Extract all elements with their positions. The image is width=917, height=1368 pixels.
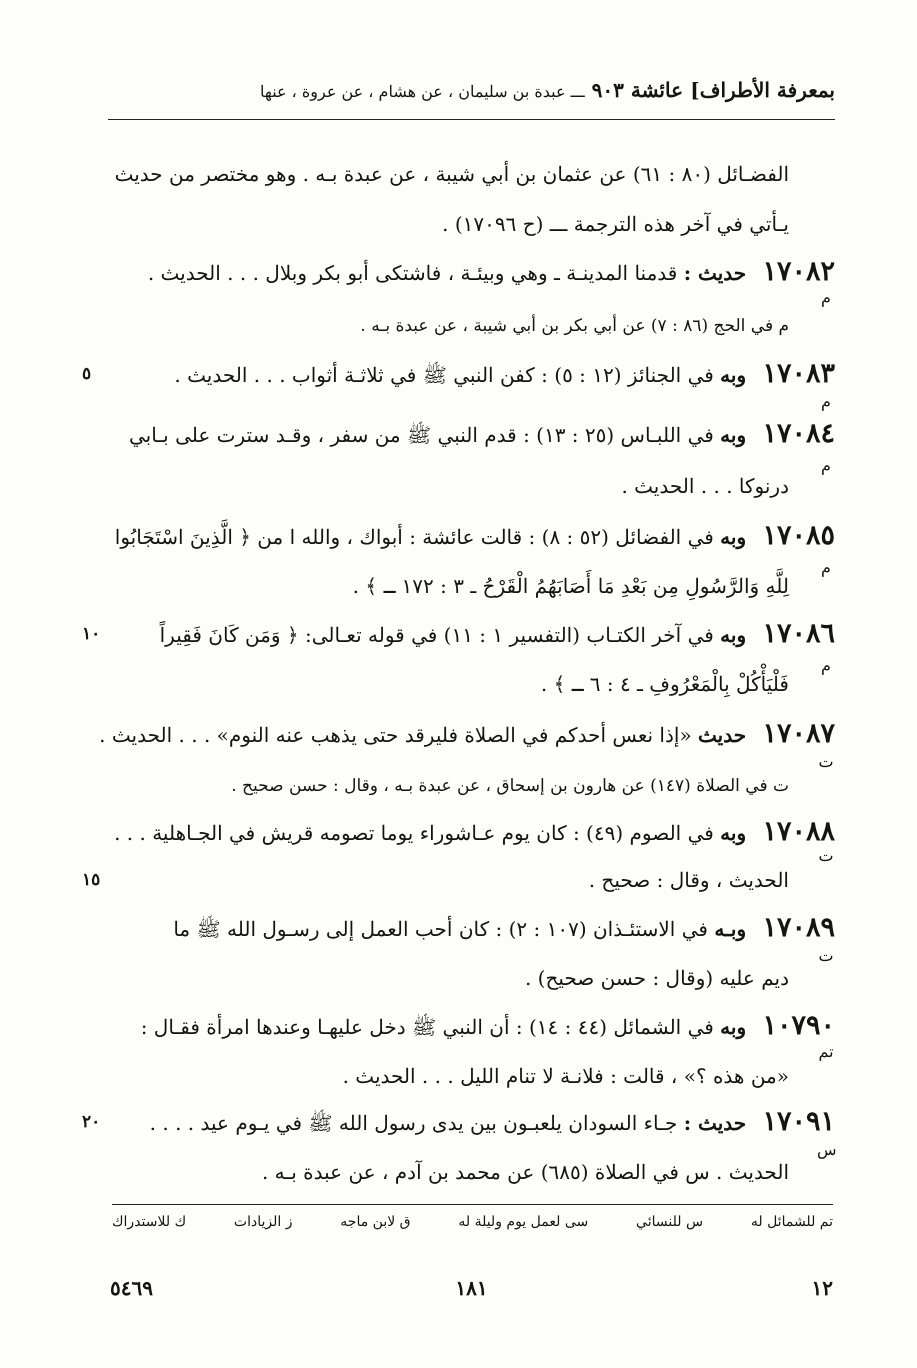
- abbreviation-item: ز الزيادات: [233, 1214, 293, 1230]
- source-text: ت في الصلاة (١٤٧) عن هارون بن إسحاق ، عن عبدة بـه ، وقال : حسن صحيح .: [231, 776, 789, 796]
- entry-keyword: حديث: [698, 723, 747, 747]
- text-line: [108, 866, 789, 896]
- hadith-entry: [108, 1108, 835, 1138]
- text-line: [108, 472, 789, 502]
- hadith-number: ١٠٧٩٠: [762, 1010, 835, 1041]
- line-text: درنوكا . . . الحديث .: [621, 474, 789, 498]
- entry-text: في الاستئـذان (١٠٧ : ٢) : كان أحب العمل إلى رسـول الله ﷺ ما: [173, 917, 708, 941]
- abbreviation-key: [112, 1214, 833, 1240]
- source-text: م في الحج (٨٦ : ٧) عن أبي بكر بن أبي شيبة ، عن عبدة بـه .: [360, 316, 789, 336]
- text-line: [108, 572, 789, 602]
- margin-line-number: ١٠: [82, 624, 101, 644]
- hadith-entry: [108, 420, 835, 450]
- page-footer: [110, 1276, 833, 1306]
- line-text: يـأتي في آخر هذه الترجمة ـــ (ح ١٧٠٩٦) .: [442, 212, 789, 236]
- footnote-rule: [112, 1204, 833, 1205]
- hadith-number: ١٧٠٨٣: [762, 358, 835, 389]
- text-line: [108, 670, 789, 700]
- entry-text: في الشمائل (٤٤ : ١٤) : أن النبي ﷺ دخل عليهـا وعندها امرأة فقـال :: [140, 1015, 714, 1039]
- entry-keyword: وبه: [720, 1015, 747, 1039]
- entry-text: في اللبـاس (٢٥ : ١٣) : قدم النبي ﷺ من سفر ، وقـد سترت على بـابي: [128, 423, 714, 447]
- source-marker: ت: [818, 752, 834, 771]
- text-line: [108, 1158, 789, 1188]
- hadith-entry: [108, 914, 835, 944]
- running-header: [108, 78, 835, 112]
- entry-keyword: وبه: [720, 525, 747, 549]
- hadith-number: ١٧٠٨٦: [762, 618, 835, 649]
- source-line: [108, 310, 789, 340]
- entry-text: قدمنا المدينـة ـ وهي وبيئـة ، فاشتكى أبو بكر وبلال . . . الحديث .: [147, 261, 678, 285]
- hadith-number: ١٧٠٨٢: [762, 256, 835, 287]
- abbreviation-item: تم للشمائل له: [750, 1214, 833, 1230]
- hadith-number: ١٧٠٨٩: [762, 912, 835, 943]
- hadith-entry: [108, 360, 835, 390]
- text-line: [108, 160, 789, 190]
- source-marker: م: [821, 288, 831, 307]
- entry-keyword: حديث :: [683, 1111, 747, 1135]
- hadith-entry: [108, 620, 835, 650]
- entry-text: جـاء السودان يلعبـون بين يدى رسول الله ﷺ في يـوم عيد . . . .: [149, 1111, 678, 1135]
- margin-line-number: ٢٠: [82, 1112, 101, 1132]
- text-line: [108, 210, 789, 240]
- source-marker: ت: [818, 846, 834, 865]
- text-line: [108, 964, 789, 994]
- line-text: فَلْيَأْكُلْ بِالْمَعْرُوفِ ـ ٤ : ٦ ـ ﴾ .: [540, 672, 789, 696]
- line-text: ديم عليه (وقال : حسن صحيح) .: [524, 966, 789, 990]
- source-marker: تم: [818, 1042, 834, 1061]
- source-line: [108, 770, 789, 800]
- header-chain-text: ـــ عبدة بن سليمان ، عن هشام ، عن عروة ، عنها: [259, 82, 585, 101]
- source-marker: س: [817, 1140, 837, 1159]
- header-chain: [108, 78, 835, 102]
- entry-keyword: وبـه: [714, 917, 747, 941]
- header-section-title: بمعرفة الأطراف]: [690, 78, 835, 102]
- entry-text: «إذا نعس أحدكم في الصلاة فليرقد حتى يذهب عنه النوم» . . . الحديث .: [99, 723, 692, 747]
- abbreviation-item: ك للاستدراك: [112, 1214, 187, 1230]
- hadith-entry: [99, 718, 835, 750]
- entry-keyword: وبه: [720, 821, 747, 845]
- text-line: [108, 1062, 789, 1092]
- source-marker: م: [821, 656, 831, 675]
- volume-number: ١٢: [811, 1276, 833, 1300]
- entry-text: في الفضائل (٥٢ : ٨) : قالت عائشة : أبواك ، والله ا من ﴿ الَّذِينَ اسْتَجَابُوا: [114, 525, 714, 549]
- header-narrator-id: عائشة ٩٠٣: [591, 78, 684, 102]
- margin-line-number: ٥: [82, 364, 92, 384]
- hadith-number: ١٧٠٩١: [762, 1106, 835, 1137]
- hadith-number: ١٧٠٨٥: [762, 520, 835, 551]
- source-marker: م: [821, 558, 831, 577]
- line-text: الفضـائل (٨٠ : ٦١) عن عثمان بن أبي شيبة ، عن عبدة بـه . وهو مختصر من حديث: [114, 162, 789, 186]
- line-text: لِلَّهِ وَالرَّسُولِ مِن بَعْدِ مَا أَصَابَهُمُ الْقَرْحُ ـ ٣ : ١٧٢ ـ ﴾ .: [352, 574, 789, 598]
- source-marker: ت: [818, 946, 834, 965]
- entry-keyword: حديث :: [683, 261, 747, 285]
- hadith-number: ١٧٠٨٨: [762, 816, 835, 847]
- hadith-number: ١٧٠٨٤: [762, 418, 835, 449]
- source-marker: م: [821, 392, 831, 411]
- entry-text: في الجنائز (١٢ : ٥) : كفن النبي ﷺ في ثلاثـة أثواب . . . الحديث .: [174, 363, 714, 387]
- margin-line-number: ١٥: [82, 870, 101, 890]
- line-text: «من هذه ؟» ، قالت : فلانـة لا تنام الليل . . . الحديث .: [342, 1064, 789, 1088]
- source-marker: م: [821, 456, 831, 475]
- page-number: ١٨١: [455, 1276, 488, 1300]
- printer-number: ٥٤٦٩: [110, 1276, 153, 1300]
- entry-text: في الصوم (٤٩) : كان يوم عـاشوراء يوما تصومه قريش في الجـاهلية . . .: [114, 821, 714, 845]
- entry-text: في آخر الكتـاب (التفسير ١ : ١١) في قوله تعـالى: ﴿ وَمَن كَانَ فَقِيراً: [159, 623, 714, 647]
- header-rule: [108, 119, 835, 120]
- hadith-entry: [108, 522, 835, 552]
- line-text: الحديث . س في الصلاة (٦٨٥) عن محمد بن آدم ، عن عبدة بـه .: [261, 1160, 789, 1184]
- entry-keyword: وبه: [720, 423, 747, 447]
- entry-keyword: وبه: [720, 363, 747, 387]
- entry-keyword: وبه: [720, 623, 747, 647]
- abbreviation-item: ق لابن ماجه: [340, 1214, 411, 1230]
- abbreviation-item: س للنسائي: [636, 1214, 704, 1230]
- hadith-number: ١٧٠٨٧: [762, 718, 835, 749]
- hadith-entry: [108, 1012, 835, 1042]
- line-text: الحديث ، وقال : صحيح .: [588, 868, 789, 892]
- abbreviation-item: سى لعمل يوم وليلة له: [458, 1214, 589, 1230]
- hadith-entry: [108, 818, 835, 848]
- hadith-entry: [108, 258, 835, 288]
